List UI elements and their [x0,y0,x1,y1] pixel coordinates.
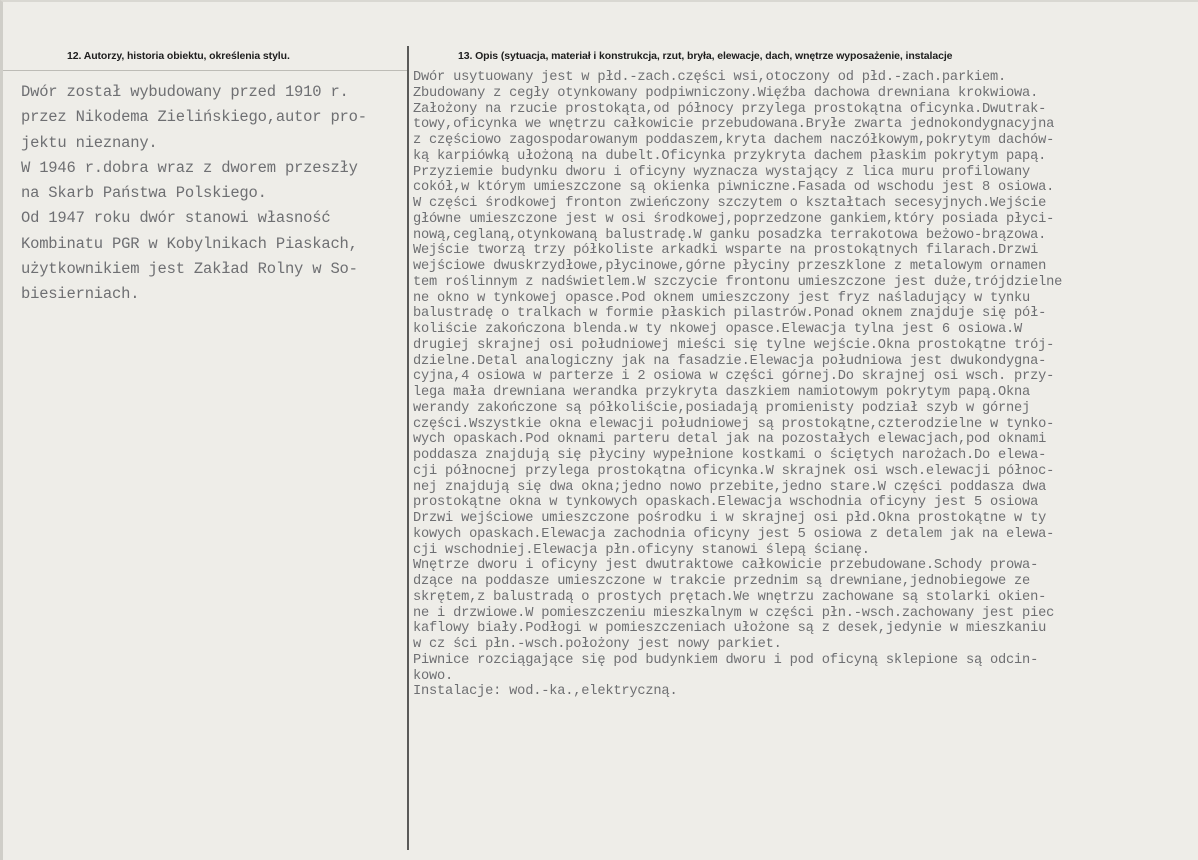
text-line: Założony na rzucie prostokąta,od północy przylega prostokątna oficynka.Dwutrak- [413,101,1047,117]
text-line: Od 1947 roku dwór stanowi własność [21,209,331,228]
text-line: koliście zakończona blenda.w ty nkowej opasce.Elewacja tylna jest 6 osiowa.W [413,322,1023,337]
text-line: Kombinatu PGR w Kobylnikach Piaskach, [21,234,358,253]
text-line: drugiej skrajnej osi południowej mieści się tylne wejście.Okna prostokątne trój- [413,337,1055,353]
text-line: wych opaskach.Pod oknami parteru detal jak na pozostałych elewacjach,pod oknami [413,432,1047,448]
text-line: ne i drzwiowe.W pomieszczeniu mieszkalnym w części płn.-wsch.zachowany jest piec [413,605,1055,621]
text-line: dzące na poddasze umieszczone w trakcie przednim są drewniane,jednobiegowe ze [413,574,1031,589]
left-column-rule [3,70,407,71]
text-line: Zbudowany z cegły otynkowany podpiwniczony.Więźba dachowa drewniana krokwiowa. [413,85,1039,101]
text-line: nową,ceglaną,otynkowaną balustradę.W ganku posadzka terrakotowa beżowo-brązowa. [413,227,1047,243]
section-12-typed-text [21,80,367,308]
text-line: Instalacje: wod.-ka.,elektryczną. [413,684,678,700]
text-line: W 1946 r.dobra wraz z dworem przeszły [21,158,358,177]
text-line: główne umieszczone jest w osi środkowej,poprzedzone gankiem,który posiada płyci- [413,211,1055,227]
section-13-typed-text [413,70,1198,700]
text-line: skrętem,z balustradą o prostych prętach.We wnętrzu zachowane są stolarki okien- [413,589,1047,605]
text-line: cji północnej przylega prostokątna oficynka.W skrajnek osi wsch.elewacji północ- [413,463,1055,479]
text-line: części.Wszystkie okna elewacji południowej są prostokątne,czterodzielne w tynko- [413,416,1055,432]
text-line: wejściowe dwuskrzydłowe,płycinowe,górne płyciny przeszklone z metalowym ornamen [413,259,1047,274]
text-line: Dwór został wybudowany przed 1910 r. [21,83,349,101]
text-line: z częściowo zagospodarowanym poddaszem,kryta dachem naczółkowym,pokrytym dachów- [413,133,1055,148]
text-line: w cz ści płn.-wsch.położony jest nowy parkiet. [413,637,782,652]
text-line: cokół,w którym umieszczone są okienka piwniczne.Fasada od wschodu jest 8 osiowa. [413,180,1055,196]
text-line: przez Nikodema Zielińskiego,autor pro- [21,108,367,127]
text-line: ką karpiówką ułożoną na dubelt.Oficynka przykryta dachem płaskim pokrytym papą. [413,148,1047,164]
text-line: prostokątne okna w tynkowych opaskach.Elewacja wschodnia oficyny jest 5 osiowa [413,495,1039,511]
text-line: dzielne.Detal analogiczny jak na fasadzie.Elewacja południowa jest dwukondygna- [413,353,1047,369]
text-line: cji wschodniej.Elewacja płn.oficyny stanowi ślepą ścianę. [413,542,870,558]
text-line: Piwnice rozciągające się pod budynkiem dworu i pod oficyną sklepione są odcin- [413,652,1039,668]
text-line: towy,oficynka we wnętrzu całkowicie przebudowana.Bryłe zwarta jednokondygnacyjna [413,117,1055,133]
text-line: lega mała drewniana werandka przykryta daszkiem namiotowym pokrytym papą.Okna [413,385,1031,400]
text-line: kowych opaskach.Elewacja zachodnia oficyny jest 5 osiowa z detalem jak na elewa- [413,526,1055,542]
text-line: Dwór usytuowany jest w płd.-zach.części wsi,otoczony od płd.-zach.parkiem. [413,70,1007,85]
text-line: balustradę o tralkach w formie płaskich pilastrów.Ponad oknem znajduje się pół- [413,306,1047,322]
text-line: jektu nieznany. [21,133,158,152]
section-13-heading: 13. Opis (sytuacja, materiał i konstrukcja, rzut, bryła, elewacje, dach, wnętrze wyposażenie, instalacje [458,50,953,62]
text-line: W części środkowej fronton zwieńczony szczytem o kształtach secesyjnych.Wejście [413,196,1047,211]
text-line: Wnętrze dworu i oficyny jest dwutraktowe całkowicie przebudowane.Schody prowa- [413,558,1039,574]
text-line: tem roślinnym z nadświetlem.W szczycie frontonu umieszczone jest duże,trójdzielne [413,274,1063,290]
section-12-heading: 12. Autorzy, historia obiektu, określenia stylu. [67,50,290,62]
text-line: biesierniach. [21,285,140,304]
text-line: nej znajdują się dwa okna;jedno nowo przebite,jedno stare.W części poddasza dwa [413,479,1047,495]
text-line: kaflowy biały.Podłogi w pomieszczeniach ułożone są z desek,jedynie w mieszkaniu [413,621,1047,637]
text-line: Drzwi wejściowe umieszczone pośrodku i w skrajnej osi płd.Okna prostokątne w ty [413,511,1047,526]
text-line: na Skarb Państwa Polskiego. [21,184,267,203]
text-line: poddasza znajdują się płyciny wypełnione kostkami o ściętych narożach.Do elewa- [413,448,1047,463]
text-line: cyjna,4 osiowa w parterze i 2 osiowa w części górnej.Do skrajnej osi wsch. przy- [413,369,1055,385]
text-line: użytkownikiem jest Zakład Rolny w So- [21,260,358,279]
text-line: Wejście tworzą trzy półkoliste arkadki wsparte na prostokątnych filarach.Drzwi [413,243,1039,259]
text-line: ne okno w tynkowej opasce.Pod oknem umieszczony jest fryz naśladujący w tynku [413,290,1031,306]
text-line: Przyziemie budynku dworu i oficyny wyznacza wystający z lica muru profilowany [413,164,1031,180]
text-line: kowo. [413,668,454,684]
text-line: werandy zakończone są półkoliście,posiadają promienisty podział szyb w górnej [413,400,1031,416]
column-divider [407,46,409,850]
